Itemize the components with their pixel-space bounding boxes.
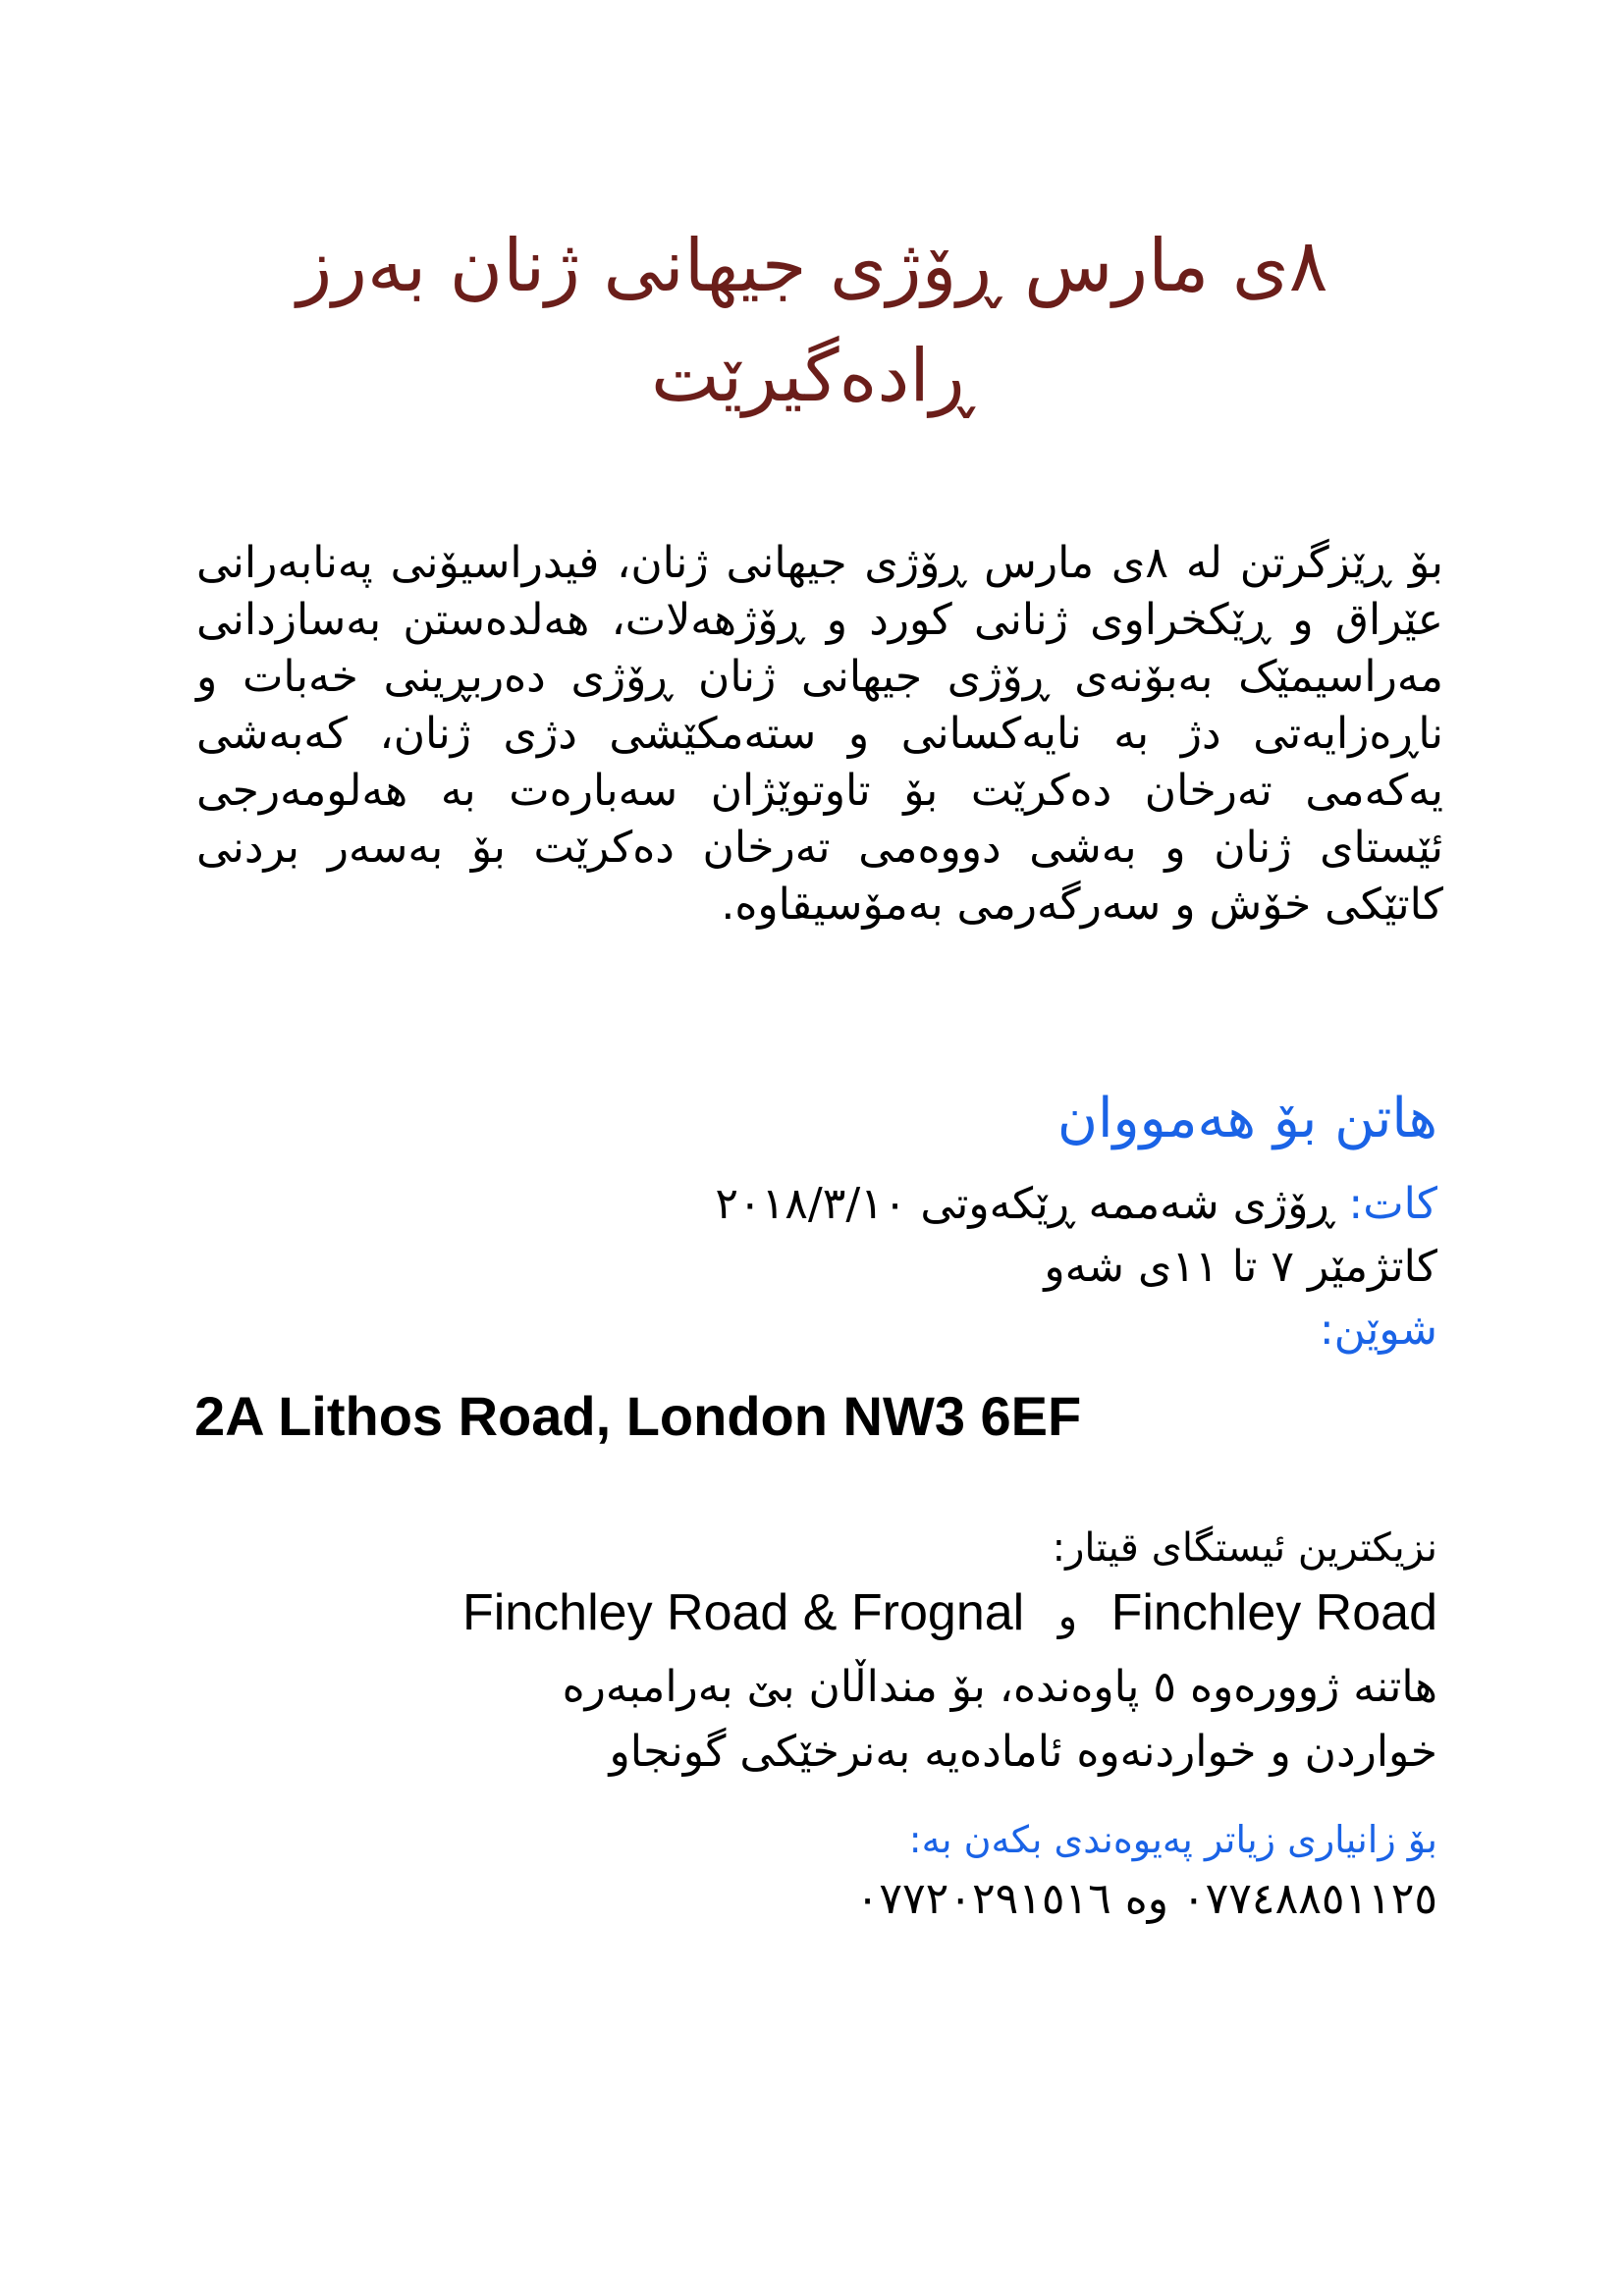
- title-line-1: ٨ی مارس ڕۆژی جیهانی ژنان بەرز: [297, 224, 1328, 308]
- stations-row: [462, 1580, 1437, 1649]
- intro-paragraph: بۆ ڕێزگرتن لە ٨ی مارس ڕۆژی جیهانی ژنان، فیدراسیۆنی پەنابەرانی عێراق و ڕێکخراوی ژنانی کورد و ڕۆژهەلات، هەلدەستن بەسازدانی مەراسیمێک بەبۆنەی ڕۆژی جیهانی ژنان ڕۆژی دەربڕینی خەبات و ناڕەزایەتی دژ بە نایەکسانی و ستەمکێشی دژی ژنان، کەبەشی یەکەمی تەرخان دەکرێت بۆ تاوتوێژان سەبارەت بە هەلومەرجی ئێستای ژنان و بەشی دووەمی تەرخان دەکرێت بۆ بەسەر بردنی کاتێکی خۆش و سەرگەرمی بەمۆسیقاوە.: [196, 538, 1443, 930]
- time-label: کات:: [1348, 1179, 1437, 1229]
- contact-numbers: ٠٧٧٤٨٨٥١١٢٥ وە ٠٧٧٢٠٢٩١٥١٦: [855, 1874, 1437, 1924]
- station-conjunction: و: [1057, 1594, 1078, 1639]
- place-address: 2A Lithos Road, London NW3 6EF: [194, 1385, 1082, 1447]
- time-hours: کاتژمێر ٧ تا ١١ی شەو: [1044, 1242, 1437, 1292]
- place-label: شوێن:: [1319, 1305, 1437, 1355]
- contact-label: بۆ زانیاری زیاتر پەیوەندی بکەن بە:: [908, 1818, 1437, 1861]
- food-note: خواردن و خواردنەوە ئامادەیە بەنرخێکی گونجاو: [609, 1727, 1437, 1777]
- title-line-2: ڕادەگیرێت: [650, 334, 975, 418]
- entry-note: هاتنە ژوورەوە ٥ پاوەندە، بۆ منداڵان بێ بەرامبەرە: [562, 1662, 1437, 1712]
- flyer-title: [187, 211, 1438, 431]
- station-2: Finchley Road & Frognal: [461, 1584, 1025, 1641]
- nearest-station-label: نزیکترین ئیستگای قیتار:: [1052, 1525, 1437, 1571]
- welcome-heading: هاتن بۆ هەمووان: [1056, 1087, 1437, 1150]
- time-value: ڕۆژی شەممە ڕێکەوتی ٢٠١٨/٣/١٠: [715, 1179, 1335, 1229]
- time-row: [715, 1176, 1437, 1233]
- station-1: Finchley Road: [1110, 1584, 1437, 1641]
